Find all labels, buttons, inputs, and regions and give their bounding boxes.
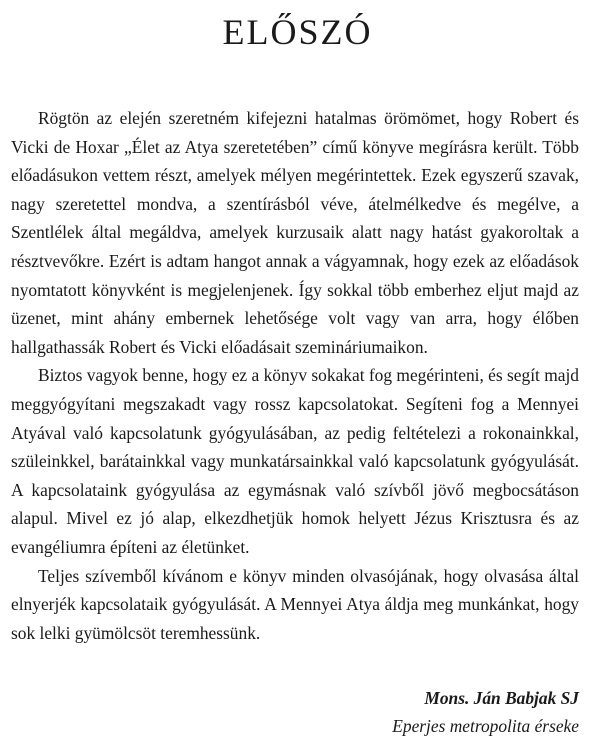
body-text — [11, 104, 579, 647]
paragraph: Teljes szívemből kívánom e könyv minden olvasójának, hogy olvasása által elnyerjék kapcsolataik gyógyulását. A Mennyei Atya áldja meg munkánkat, hogy sok lelki gyümölcsöt teremhessünk. — [11, 565, 579, 643]
signature-name: Mons. Ján Babjak SJ — [424, 688, 579, 708]
signature-block — [392, 684, 579, 740]
page-title: ELŐSZÓ — [222, 12, 373, 52]
paragraph: Biztos vagyok benne, hogy ez a könyv sokakat fog megérinteni, és segít majd meggyógyítani megszakadt vagy rossz kapcsolatokat. Segíteni fog a Mennyei Atyával való kapcsolatunk gyógyulásában, az pedig feltételezi a rokonainkkal, szüleinkkel, barátainkkal vagy munkatársainkkal való kapcsolatunk gyógyulását. A kapcsolataink gyógyulása az egymásnak való szívből jövő megbocsátáson alapul. Mivel ez jó alap, elkezdhetjük homok helyett Jézus Krisztusra és az evangéliumra építeni az életünket. — [11, 365, 579, 557]
signature-role: Eperjes metropolita érseke — [392, 716, 579, 736]
paragraph: Rögtön az elején szeretném kifejezni hatalmas örömömet, hogy Robert és Vicki de Hoxar „Élet az Atya szeretetében” című könyve megírásra került. Több előadásukon vettem részt, amelyek mélyen megérintettek. Ezek egyszerű szavak, nagy szeretettel mondva, a szentírásból véve, átelmélkedve és megélve, a Szentlélek által megáldva, amelyek kurzusaik alatt nagy hatást gyakoroltak a résztvevőkre. Ezért is adtam hangot annak a vágyamnak, hogy ezek az előadások nyomtatott könyvként is megjelenjenek. Így sokkal több emberhez eljut majd az üzenet, mint ahány embernek lehetősége volt vagy van arra, hogy élőben hallgathassák Robert és Vicki előadásait szemináriumaikon. — [11, 108, 579, 357]
